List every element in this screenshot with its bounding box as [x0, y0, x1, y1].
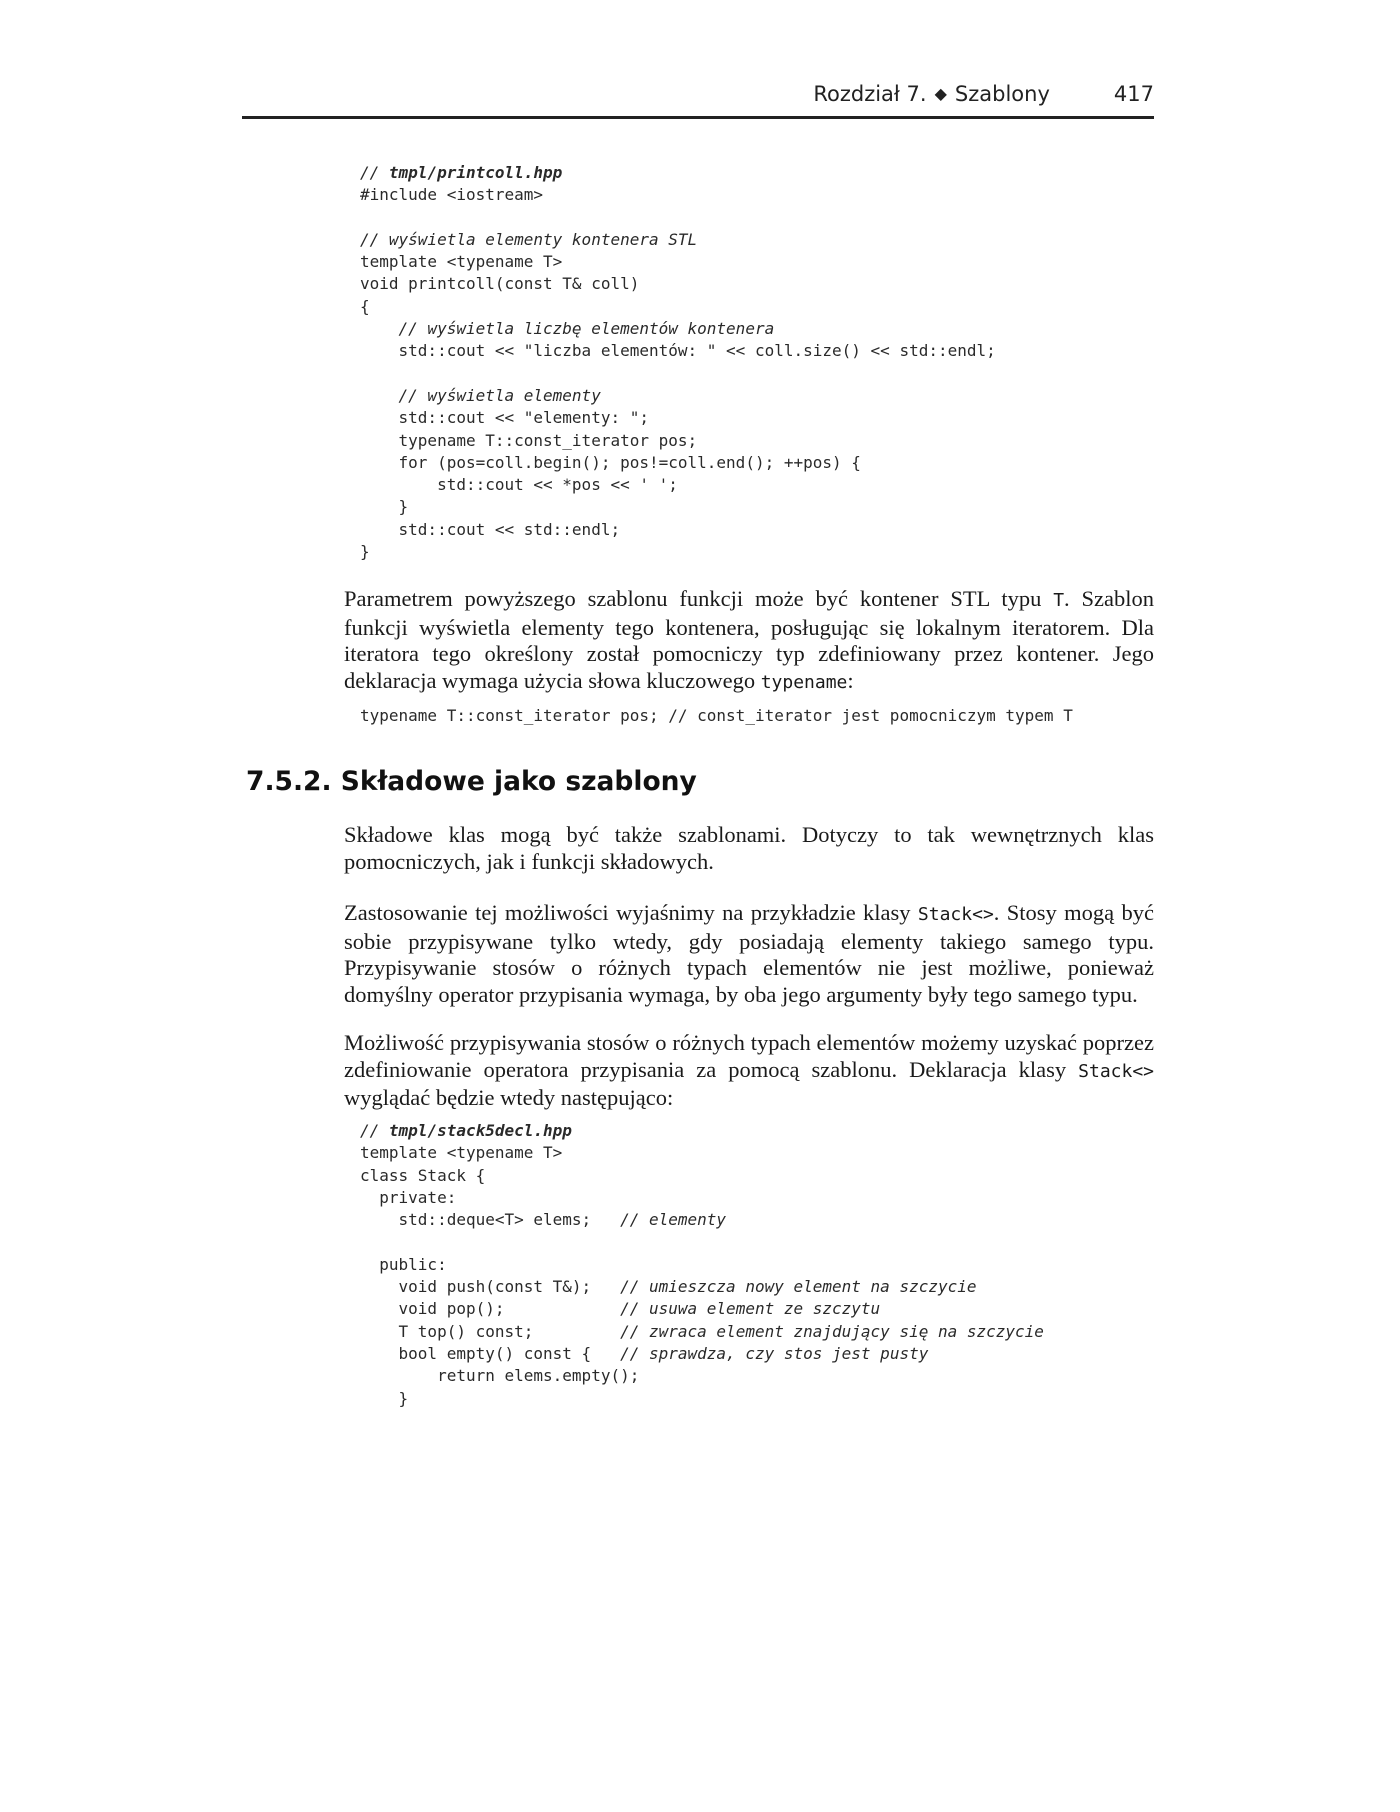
- code-line: [360, 430, 996, 452]
- inline-code: typename: [760, 671, 848, 693]
- code-comment: // elementy: [620, 1210, 727, 1230]
- section-heading: 7.5.2. Składowe jako szablony: [246, 766, 697, 797]
- code-text: std::cout << std::endl;: [360, 519, 621, 539]
- paragraph-members-as-templates: Składowe klas mogą być także szablonami. Dotyczy to tak wewnętrznych klas pomocniczych, jak i funkcji składowych.: [344, 822, 1154, 874]
- code-text: std::cout << *pos << ' ';: [360, 475, 678, 495]
- code-text: bool empty() const {: [360, 1343, 621, 1363]
- page-number: 417: [1113, 82, 1154, 106]
- code-line: [360, 318, 996, 340]
- code-text: }: [360, 1388, 409, 1408]
- code-line: [360, 496, 996, 518]
- code-line: [360, 296, 996, 318]
- code-line: [360, 1231, 1044, 1253]
- code-comment: // zwraca element znajdujący się na szczycie: [620, 1321, 1044, 1341]
- code-comment: // umieszcza nowy element na szczycie: [620, 1277, 977, 1297]
- code-line: [360, 1276, 1044, 1298]
- code-text: }: [360, 497, 409, 517]
- code-text: for (pos=coll.begin(); pos!=coll.end(); ++pos) {: [360, 452, 861, 472]
- code-text: typename T::const_iterator pos;: [360, 430, 698, 450]
- code-text: void push(const T&);: [360, 1277, 621, 1297]
- code-line: [360, 519, 996, 541]
- code-line: [360, 162, 996, 184]
- paragraph-printcoll-description: Parametrem powyższego szablonu funkcji może być kontener STL typu T. Szablon funkcji wyświetla elementy tego kontenera, posługując się lokalnym iteratorem. Dla iteratora tego określony został pomocniczy typ zdefiniowany przez kontener. Jego deklaracja wymaga użycia słowa kluczowego typename:: [344, 586, 1154, 693]
- code-text: T top() const;: [360, 1321, 621, 1341]
- code-line: [360, 1365, 1044, 1387]
- inline-code: Stack<>: [917, 904, 994, 925]
- code-comment: //: [360, 163, 389, 182]
- code-text: return elems.empty();: [360, 1366, 640, 1386]
- code-line: [360, 363, 996, 385]
- code-line: [360, 474, 996, 496]
- code-filename: tmpl/printcoll.hpp: [388, 163, 563, 182]
- code-line-typename: typename T::const_iterator pos; // const_iterator jest pomocniczym typem T: [360, 706, 1073, 725]
- code-text: {: [360, 296, 370, 316]
- code-text: [360, 319, 399, 338]
- code-line: [360, 452, 996, 474]
- code-text: }: [360, 542, 370, 562]
- code-line: [360, 1165, 1044, 1187]
- code-line: [360, 184, 996, 206]
- code-text: void pop();: [360, 1299, 621, 1319]
- code-line: [360, 207, 996, 229]
- code-line: [360, 229, 996, 251]
- code-line: [360, 407, 996, 429]
- code-filename: tmpl/stack5decl.hpp: [388, 1121, 572, 1140]
- paragraph-stack-example: Zastosowanie tej możliwości wyjaśnimy na przykładzie klasy Stack<>. Stosy mogą być sobie przypisywane tylko wtedy, gdy posiadają elementy takiego samego typu. Przypisywanie stosów o różnych typach elementów nie jest możliwe, ponieważ domyślny operator przypisania wymaga, by oba jego argumenty były tego samego typu.: [344, 900, 1154, 1007]
- code-line: [360, 1142, 1044, 1164]
- code-line: [360, 1209, 1044, 1231]
- header-right: [813, 82, 1154, 106]
- code-comment: // usuwa element ze szczytu: [620, 1299, 881, 1319]
- chapter-title: Szablony: [954, 82, 1050, 106]
- inline-code: Stack<>: [1078, 1060, 1154, 1082]
- code-line: [360, 1187, 1044, 1209]
- code-text: template <typename T>: [360, 252, 563, 272]
- code-text: std::deque<T> elems;: [360, 1210, 621, 1230]
- code-line: [360, 385, 996, 407]
- chapter-label: Rozdział 7.: [813, 82, 927, 106]
- code-line: [360, 1321, 1044, 1343]
- code-text: std::cout << "elementy: ";: [360, 408, 649, 428]
- code-line: [360, 1298, 1044, 1320]
- inline-code: T: [1053, 590, 1065, 611]
- code-line: [360, 273, 996, 295]
- code-line: [360, 1388, 1044, 1410]
- code-line: [360, 1120, 1044, 1142]
- code-text: [360, 386, 399, 405]
- code-text: private:: [360, 1187, 457, 1207]
- code-comment: // wyświetla liczbę elementów kontenera: [398, 319, 775, 339]
- code-text: #include <iostream>: [360, 185, 544, 205]
- code-text: void printcoll(const T& coll): [360, 274, 640, 294]
- code-line: [360, 541, 996, 563]
- code-listing-stack-decl: [360, 1120, 1044, 1410]
- code-text: template <typename T>: [360, 1143, 563, 1163]
- code-line: [360, 251, 996, 273]
- code-text: std::cout << "liczba elementów: " << coll.size() << std::endl;: [360, 341, 996, 361]
- code-listing-printcoll: [360, 162, 996, 563]
- code-line: [360, 1343, 1044, 1365]
- running-header: [242, 82, 1154, 119]
- code-comment: // sprawdza, czy stos jest pusty: [620, 1343, 929, 1363]
- code-line: [360, 1254, 1044, 1276]
- code-line: [360, 340, 996, 362]
- code-comment: // wyświetla elementy kontenera STL: [360, 229, 698, 249]
- code-text: public:: [360, 1254, 447, 1274]
- code-text: class Stack {: [360, 1165, 486, 1185]
- diamond-icon: ◆: [934, 83, 947, 103]
- paragraph-assignment-template: Możliwość przypisywania stosów o różnych typach elementów możemy uzyskać poprzez zdefiniowanie operatora przypisania za pomocą szablonu. Deklaracja klasy Stack<> wyglądać będzie wtedy następująco:: [344, 1030, 1154, 1110]
- code-comment: // wyświetla elementy: [398, 385, 601, 405]
- code-comment: //: [360, 1121, 389, 1140]
